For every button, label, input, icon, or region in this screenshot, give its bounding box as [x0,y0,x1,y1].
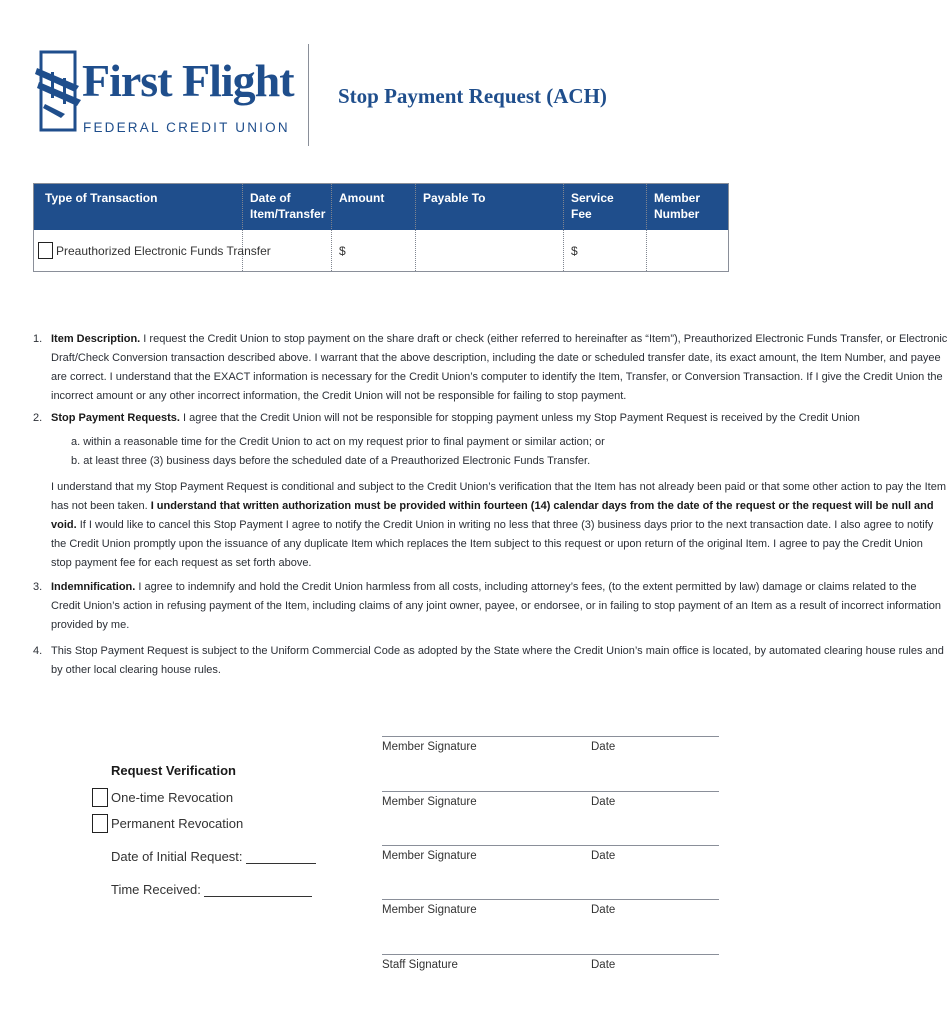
term-text: Draft/Check Conversion transaction described above. I warrant that the above description, including the date or scheduled transfer date, its exact amount, the Item Number, and payee [51,352,941,364]
term-text: by other local clearing house rules. [51,664,221,676]
term-text: I understand that my Stop Payment Request is conditional and subject to the Credit Union’s verification that the Item has not already been paid or that some other action to pay the Item [51,481,946,493]
header-fee-line1: Service [571,191,614,205]
date-label: Date [591,741,616,753]
amount-field[interactable]: $ [339,244,346,258]
header-amount: Amount [339,191,385,205]
date-initial-request-field [111,849,316,864]
staff-signature-label: Staff Signature [382,959,458,971]
term-emphasis: void. [51,519,77,531]
term-2-heading: Stop Payment Requests. [51,412,180,424]
row-type: Preauthorized Electronic Funds Transfer [56,244,271,258]
header-type: Type of Transaction [45,191,158,205]
header-member-line2: Number [654,207,700,221]
eft-checkbox[interactable] [38,242,53,259]
staff-signature-line[interactable] [382,954,719,955]
term-text: I request the Credit Union to stop payment on the share draft or check (either referred to hereinafter as “Item”), Preauthorized Electronic Funds Transfer, or Electronic [140,333,947,345]
term-text: stop payment fee for each request as set forth above. [51,557,312,569]
date-label: Date [591,796,616,808]
term-text: Credit Union’s action in refusing payment of the Item, including claims of any joint owner, payee, or endorsee, or in failing to stop payment of an Item as a result of incorrect information [51,600,942,612]
verification-title: Request Verification [111,763,236,778]
time-received-field [111,882,312,897]
table-row [34,230,728,271]
date-label: Date [591,904,616,916]
term-1-heading: Item Description. [51,333,141,345]
term-text: provided by me. [51,619,130,631]
term-text: I agree that the Credit Union will not be responsible for stopping payment unless my Stop Payment Request is received by the Credit Union [179,412,860,424]
date-initial-request-input[interactable] [246,850,316,864]
header-date [250,190,325,222]
member-signature-label: Member Signature [382,796,477,808]
term-number: 4. [33,645,43,657]
transaction-table [33,183,729,272]
header-member [654,190,700,222]
term-text: If I would like to cancel this Stop Payment I agree to notify the Credit Union in writing no less that three (3) business days prior to the next transaction date. I also agree to notify [76,519,934,531]
page-title: Stop Payment Request (ACH) [338,84,607,108]
header-fee [571,190,614,222]
brand-subtitle: FEDERAL CREDIT UNION [83,120,290,135]
date-label: Date [591,959,616,971]
date-initial-request-label: Date of Initial Request: [111,849,243,864]
brand-name: First Flight [82,55,294,106]
member-signature-label: Member Signature [382,904,477,916]
term-2-line [51,409,860,428]
header-member-line1: Member [654,191,701,205]
time-received-input[interactable] [204,883,312,897]
term-number: 3. [33,581,43,593]
member-signature-line-4[interactable] [382,899,719,900]
term-text: This Stop Payment Request is subject to the Uniform Commercial Code as adopted by the State where the Credit Union’s main office is located, by automated clearing house rules and [51,645,944,657]
member-signature-label: Member Signature [382,741,477,753]
term-subitem-b: b. at least three (3) business days before the scheduled date of a Preauthorized Electronic Funds Transfer. [71,455,591,467]
member-signature-line-3[interactable] [382,845,719,846]
permanent-revocation-checkbox[interactable] [92,814,108,833]
term-number: 1. [33,333,43,345]
term-emphasis: I understand that written authorization must be provided within fourteen (14) calendar days from the date of the request or the request will be null and [150,500,934,512]
biplane-logo-icon [35,52,81,130]
time-received-label: Time Received: [111,882,201,897]
header-divider [308,44,309,146]
term-text: are correct. I understand that the EXACT information is necessary for the Credit Union’s computer to identify the Item, Transfer, or Conversion Transaction. If I give the Credit Union the [51,371,943,383]
term-3-line [51,578,917,597]
term-subitem-a: a. within a reasonable time for the Credit Union to act on my request prior to final payment or similar action; or [71,436,605,448]
header-date-line2: Item/Transfer [250,207,326,221]
permanent-revocation-label: Permanent Revocation [111,816,244,831]
fee-field[interactable]: $ [571,244,578,258]
term-text: incorrect amount or any other incorrect information, the Credit Union will not be responsible for failing to stop payment. [51,390,627,402]
header-fee-line2: Fee [571,207,592,221]
date-label: Date [591,850,616,862]
member-signature-line-2[interactable] [382,791,719,792]
term-2-bold-line [51,497,934,516]
term-2-bold-line [51,516,933,535]
one-time-revocation-checkbox[interactable] [92,788,108,807]
term-text: has not been taken. [51,500,151,512]
member-signature-line-1[interactable] [382,736,719,737]
term-3-heading: Indemnification. [51,581,136,593]
term-text: I agree to indemnify and hold the Credit Union harmless from all costs, including attorney’s fees, (to the extent permitted by law) damage or claims related to the [135,581,917,593]
header-date-line1: Date of [250,191,291,205]
member-signature-label: Member Signature [382,850,477,862]
table-header-row [34,184,728,230]
term-1-line [51,330,947,349]
header-payable: Payable To [423,191,486,205]
term-number: 2. [33,412,43,424]
credit-union-logo [35,44,295,142]
one-time-revocation-label: One-time Revocation [111,790,234,805]
term-text: the Credit Union promptly upon the issuance of any duplicate Item which replaces the Item subject to this request or upon return of the original Item. I agree to pay the Credit Union [51,538,923,550]
